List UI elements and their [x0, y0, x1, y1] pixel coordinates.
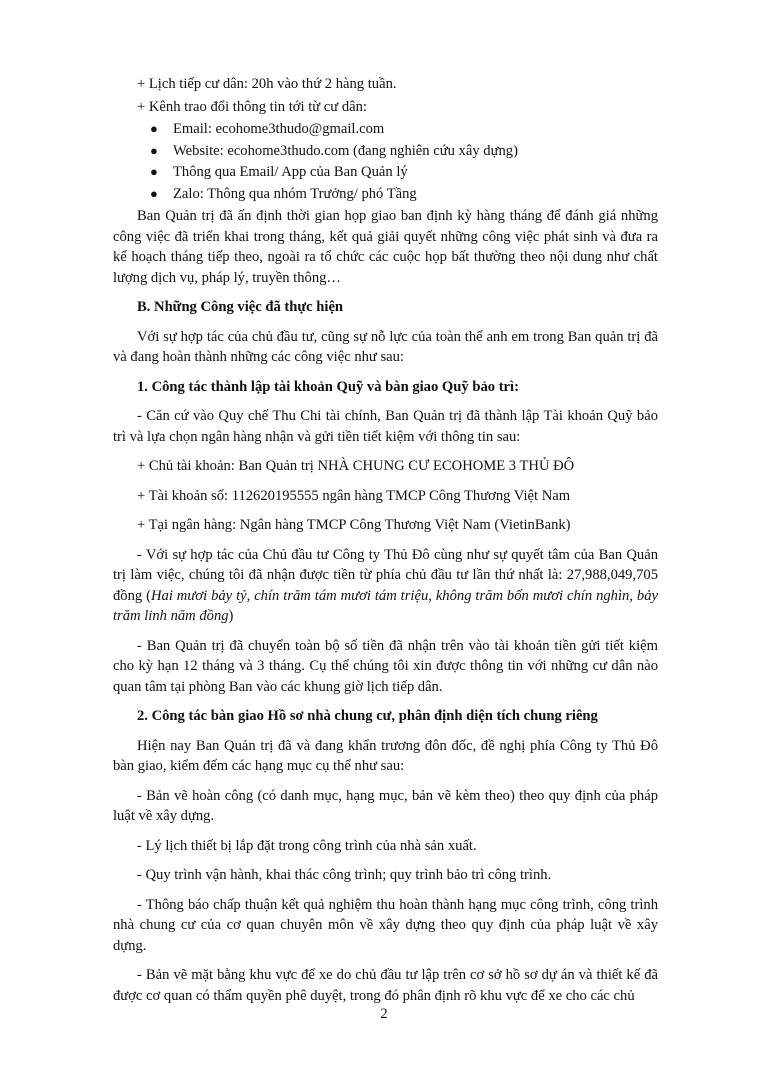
- schedule-line: + Lịch tiếp cư dân: 20h vào thứ 2 hàng tuần.: [137, 76, 397, 92]
- bullet-icon: ●: [150, 185, 158, 201]
- regulation-paragraph: - Căn cứ vào Quy chế Thu Chi tài chính, Ban Quản trị đã thành lập Tài khoản Quỹ bảo trì và lựa chọn ngân hàng nhận và gửi tiền tiết kiệm với thông tin sau:: [113, 408, 658, 445]
- section-1-heading: 1. Công tác thành lập tài khoản Quỹ và bàn giao Quỹ bảo trì:: [137, 378, 519, 395]
- section-b-heading: B. Những Công việc đã thực hiện: [137, 299, 344, 315]
- list-item: ● Thông qua Email/ App của Ban Quản lý: [113, 162, 658, 183]
- amount-in-words: Hai mươi bảy tỷ, chín trăm tám mươi tám triệu, không trăm bốn mươi chín nghìn, bảy trăm linh năm đồng: [113, 587, 658, 624]
- parking-item: - Bản vẽ mặt bằng khu vực để xe do chủ đầu tư lập trên cơ sở hồ sơ dự án và thiết kế đã được cơ quan có thẩm quyền phê duyệt, trong đó phân định rõ khu vực để xe cho các chủ: [113, 967, 658, 1004]
- equipment-item: - Lý lịch thiết bị lắp đặt trong công trình của nhà sản xuất.: [137, 837, 477, 854]
- meetings-paragraph: Ban Quản trị đã ấn định thời gian họp giao ban định kỳ hàng tháng để đánh giá những công việc đã triển khai trong tháng, kết quả giải quyết những công việc phát sinh và đưa ra kế hoạch tháng tiếp theo, ngoài ra tổ chức các cuộc họp bất thường theo nội dung như chất lượng dịch vụ, pháp lý, truyền thông…: [113, 208, 658, 286]
- list-item: ● Website: ecohome3thudo.com (đang nghiên cứu xây dựng): [113, 141, 658, 162]
- channel-list: [113, 119, 658, 204]
- cooperation-paragraph: Với sự hợp tác của chủ đầu tư, cũng sự nỗ lực của toàn thể anh em trong Ban quản trị đã và đang hoàn thành những các công việc như sau:: [113, 328, 658, 365]
- bullet-icon: ●: [150, 142, 158, 158]
- transfer-paragraph: - Ban Quản trị đã chuyển toàn bộ số tiền đã nhận trên vào tài khoản tiền gửi tiết kiệm cho kỳ hạn 12 tháng và 3 tháng. Cụ thể chúng tôi xin được thông tin với những cư dân nào quan tâm tại phòng Ban vào các khung giờ lịch tiếp dân.: [113, 637, 658, 695]
- bullet-icon: ●: [150, 164, 158, 179]
- account-number-line: + Tài khoản số: 112620195555 ngân hàng TMCP Công Thương Việt Nam: [137, 487, 571, 504]
- document-body: [113, 74, 658, 1015]
- list-item: ● Email: ecohome3thudo@gmail.com: [113, 119, 658, 140]
- bullet-icon: ●: [150, 121, 158, 136]
- handover-paragraph: Hiện nay Ban Quản trị đã và đang khẩn trương đôn đốc, đề nghị phía Công ty Thủ Đô bàn giao, kiểm đếm các hạng mục cụ thể như sau:: [113, 737, 658, 774]
- acceptance-item: - Thông báo chấp thuận kết quả nghiệm thu hoàn thành hạng mục công trình, công trình nhà chung cư của cơ quan chuyên môn về xây dựng theo quy định của pháp luật về xây dựng.: [113, 896, 658, 954]
- process-item: - Quy trình vận hành, khai thác công trình; quy trình bảo trì công trình.: [137, 867, 552, 883]
- section-2-heading: 2. Công tác bàn giao Hồ sơ nhà chung cư, phân định diện tích chung riêng: [137, 708, 598, 724]
- bank-line: + Tại ngân hàng: Ngân hàng TMCP Công Thương Việt Nam (VietinBank): [137, 517, 571, 533]
- list-item: ● Zalo: Thông qua nhóm Trưởng/ phó Tầng: [113, 184, 658, 205]
- page-number: 2: [380, 1006, 388, 1022]
- channels-line: + Kênh trao đổi thông tin tới từ cư dân:: [137, 98, 367, 115]
- funds-received-paragraph: - Với sự hợp tác của Chủ đầu tư Công ty Thủ Đô cùng như sự quyết tâm của Ban Quản trị làm việc, chúng tôi đã nhận được tiền từ phía chủ đầu tư lần thứ nhất là: 27,988,049,705 đồng (Hai mươi bảy tỷ, chín trăm tám mươi tám triệu, không trăm bốn mươi chín nghìn, bảy trăm linh năm đồng): [113, 546, 658, 624]
- account-owner-line: + Chủ tài khoản: Ban Quản trị NHÀ CHUNG CƯ ECOHOME 3 THỦ ĐÔ: [137, 458, 575, 474]
- drawings-item: - Bản vẽ hoàn công (có danh mục, hạng mục, bản vẽ kèm theo) theo quy định của pháp luật về xây dựng.: [113, 787, 658, 824]
